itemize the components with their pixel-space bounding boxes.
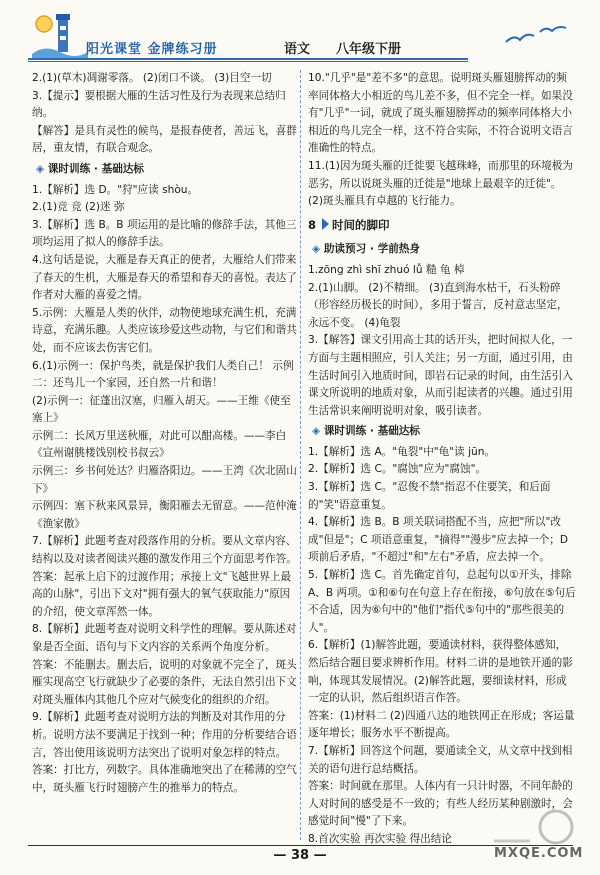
answer-paragraph: 2.(1)(草木)凋谢零落。 (2)闭口不谈。 (3)目空一切 xyxy=(32,72,272,84)
answer-paragraph: 2.(1)山脚。 (2)不精细。 (3)直到海水枯干，石头粉碎（形容经历极长的时间），多用于誓言，反衬意志坚定，永远不变。 (4)龟裂 xyxy=(308,281,568,329)
answer-paragraph: 8.【解析】此题考查对说明文科学性的理解。要从陈述对象是否全面、语句与下文内容的关系两个角度分析。 xyxy=(32,623,297,653)
chevron-right-icon xyxy=(322,218,329,230)
answer-paragraph: 1.【解析】选 D。"狩"应读 shòu。 xyxy=(32,183,199,196)
answer-paragraph: 6.(1)示例一：保护鸟类，就是保护我们人类自己！ 示例二：还鸟儿一个家园，还自然一片和谐！ xyxy=(32,359,294,390)
answer-paragraph: 答案：起承上启下的过渡作用；承接上文"飞越世界上最高的山脉"，引出下文对"拥有强大的氧气获取能力"原因的介绍，使文章浑然一体。 xyxy=(32,570,292,618)
page-number: — 38 — xyxy=(273,848,327,863)
header-rule xyxy=(28,58,468,60)
column-divider xyxy=(300,70,301,840)
left-column xyxy=(32,70,300,797)
answer-paragraph: 答案：时间就在那里。人体内有一只计时器，不同年龄的人对时间的感受是不一致的；有些人经历某种剧激时，会感觉时间"慢"了下来。 xyxy=(308,780,573,828)
section-heading-text: 课时训练 · 基础达标 xyxy=(47,162,144,175)
answer-paragraph: 6.【解析】(1)解答此题，要通读材料，获得整体感知，然后结合题目要求辨析作用。材料二讲的是地铁开通的影响，体现其发展情况。(2)解答此题，要细读材料，形成一定的认识，然后组织语言作答。 xyxy=(308,639,573,705)
answer-paragraph: (2)斑头雁具有卓越的飞行能力。 xyxy=(308,195,461,208)
answer-paragraph: 5.【解析】选 C。首先确定首句，总起句以①开头，排除 A、B 两项。①和⑥句在句意上存在衔接，⑥句放在⑤句后不合适，因为⑥句中的"他们"指代⑤句中的"那些很美的人"。 xyxy=(308,569,576,634)
answer-paragraph: 3.【解析】选 C。"忍俊不禁"指忍不住要笑，和后面的"笑"语意重复。 xyxy=(308,481,551,511)
lesson-name: 时间的脚印 xyxy=(332,217,390,232)
watermark-text: MXQE.COM xyxy=(494,846,584,861)
answer-paragraph: 1.zōng zhì shī zhuó lǚ 糙 龟 棹 xyxy=(308,263,465,276)
page-header xyxy=(0,0,600,62)
section-bullet-icon: ◈ xyxy=(312,243,324,256)
right-column xyxy=(308,70,576,849)
answer-paragraph: 答案：打比方，列数字。具体准确地突出了在稀薄的空气中，斑头雁飞行时翅膀产生的推举力的特点。 xyxy=(32,764,297,794)
answer-paragraph: 10."几乎"是"差不多"的意思。说明斑头雁翅膀挥动的频率同体格大小相近的鸟儿差不多，但不完全一样。如果没有"几乎"一词，就成了斑头雁翅膀挥动的频率同体格大小相近的鸟儿完全一样，这不符合实际，不符合说明文语言准确性的特点。 xyxy=(308,72,573,155)
answer-paragraph: 4.【解析】选 B。B 项关联词搭配不当，应把"所以"改成"但是"；C 项语意重复，"摘得""漫步"应去掉一个；D 项前后矛盾，"不超过"和"左右"矛盾，应去掉一个。 xyxy=(308,516,572,564)
answer-paragraph: 8.首次实验 再次实验 得出结论 xyxy=(308,832,452,845)
grade-label: 八年级下册 xyxy=(336,42,402,57)
brand-title: 阳光课堂 金牌练习册 xyxy=(86,42,218,57)
lesson-number: 8 xyxy=(308,217,317,232)
lesson-title xyxy=(308,217,576,235)
answer-paragraph: 答案：不能删去。删去后，说明的对象就不完全了，斑头雁实现高空飞行就缺少了必要的条件，无法自然引出下文对斑头雁体内其他几个应对气候变化的组织的介绍。 xyxy=(32,658,297,706)
birds-icon xyxy=(500,22,570,52)
answer-paragraph: 【解答】是具有灵性的候鸟，是报春使者，善远飞，喜群居，重友情，有联合观念。 xyxy=(32,124,297,155)
section-heading-text: 课时训练 · 基础达标 xyxy=(323,425,420,438)
section-heading xyxy=(32,161,148,179)
lighthouse-logo-icon xyxy=(30,10,90,58)
answer-paragraph: 11.(1)因为斑头雁的迁徙要飞越珠峰，而那里的环境极为恶劣，所以说斑头雁的迁徙是"地球上最艰辛的迁徙"。 xyxy=(308,159,573,190)
answer-paragraph: 4.这句话是说，大雁是春天真正的使者，大雁给人们带来了春天的生机，大雁是春天的希望和春天的喜悦。表达了作者对大雁的喜爱之情。 xyxy=(32,253,297,302)
section-heading xyxy=(308,241,424,259)
answer-paragraph: 1.【解析】选 A。"龟裂"中"龟"读 jūn。 xyxy=(308,445,496,458)
answer-paragraph: 7.【解析】此题考查对段落作用的分析。要从文章内容、结构以及对读者阅读兴趣的激发作用三个方面思考作答。 xyxy=(32,535,297,566)
answer-paragraph: 3.【提示】要根据大雁的生活习性及行为表现来总结归纳。 xyxy=(32,89,286,120)
answer-paragraph: 示例三：乡书何处达？归雁洛阳边。——王湾《次北固山下》 xyxy=(32,465,297,495)
section-bullet-icon: ◈ xyxy=(36,162,48,175)
section-heading xyxy=(308,423,424,441)
answer-paragraph: 9.【解析】此题考查对说明方法的判断及对其作用的分析。说明方法不要满足于找到一种；作用的分析要结合语言，答出使用该说明方法突出了说明对象怎样的特点。 xyxy=(32,711,297,759)
answer-paragraph: (2)示例一：征蓬出汉塞，归雁入胡天。——王维《使至塞上》 xyxy=(32,394,291,425)
subject-label: 语文 xyxy=(284,42,311,57)
footer-rule xyxy=(28,845,573,846)
lesson-title-text xyxy=(308,218,390,232)
section-bullet-icon: ◈ xyxy=(312,425,324,438)
answer-paragraph: 2.【解析】选 C。"腐蚀"应为"腐蚀"。 xyxy=(308,463,487,476)
answer-paragraph: 5.示例：大雁是人类的伙伴，动物使地球充满生机，充满诗意，充满乐趣。人类应该珍爱这些动物，与它们和谐共处，而不应该去伤害它们。 xyxy=(32,306,297,354)
answer-paragraph: 3.【解析】选 B。B 项运用的是比喻的修辞手法，其他三项均运用了拟人的修辞手法。 xyxy=(32,218,297,249)
answer-paragraph: 3.【解答】课文引用高士其的话开头，把时间拟人化，一方面与主题相照应，引人关注；另一方面，通过引用，由生活时间引入地质时间，即岩石记录的时间，由生活引入课文所说明的地质对象，从而引起读者的兴趣。通过引用生活常识来阐明说明对象，吸引读者。 xyxy=(308,334,573,417)
answer-paragraph: 示例二：长风万里送秋雁，对此可以酣高楼。——李白《宣州谢朓楼饯别校书叔云》 xyxy=(32,429,287,460)
answer-paragraph: 示例四：塞下秋来风景异，衡阳雁去无留意。——范仲淹《渔家傲》 xyxy=(32,500,297,530)
answer-paragraph: 7.【解析】回答这个问题，要通读全文，从文章中找到相关的语句进行总结概括。 xyxy=(308,744,573,775)
answer-paragraph: 答案：(1)材料二 (2)四通八达的地铁网正在形成；客运量逐年增长；服务水平不断提高。 xyxy=(308,709,575,740)
header-rule-thin xyxy=(28,61,468,62)
answer-paragraph: 2.(1)竞 竞 (2)迷 弥 xyxy=(32,201,125,214)
section-heading-text: 助读预习 · 学前热身 xyxy=(323,243,420,256)
